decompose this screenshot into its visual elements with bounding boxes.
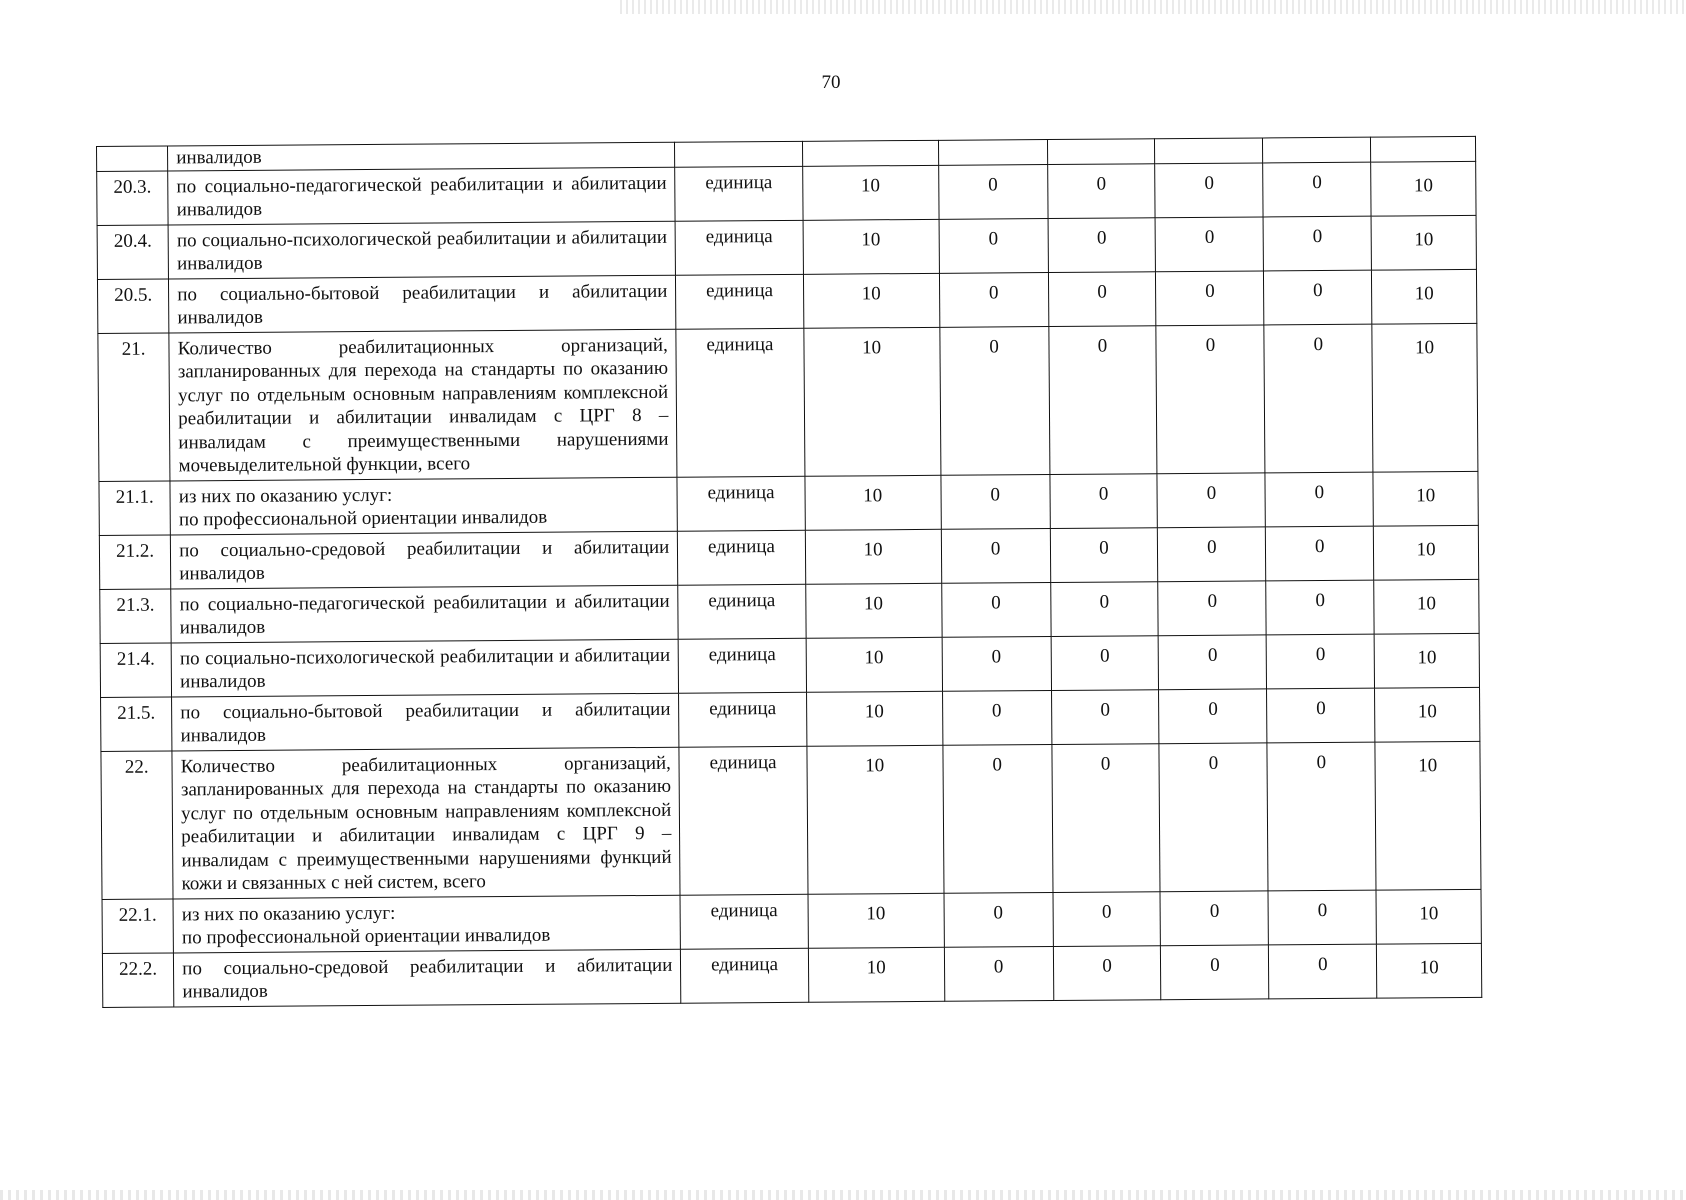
value-cell: 0 (939, 272, 1048, 327)
description-line: инвалидов (176, 146, 262, 169)
value-cell: 10 (808, 947, 944, 1002)
value-cell: 10 (1375, 741, 1481, 890)
table-body (97, 136, 1482, 1007)
description-cell (168, 142, 675, 170)
value-cell: 0 (1047, 163, 1155, 218)
value-cell: 10 (1375, 687, 1480, 742)
value-cell: 0 (1050, 581, 1158, 636)
value-cell: 0 (944, 946, 1053, 1001)
value-cell: 0 (1048, 217, 1156, 272)
row-number-cell: 21. (98, 332, 170, 481)
value-cell: 0 (942, 690, 1051, 745)
row-number-cell (97, 146, 168, 171)
value-cell (1371, 136, 1476, 161)
unit-cell: единица (676, 274, 804, 329)
row-number-cell: 20.4. (97, 224, 169, 279)
table-row (100, 633, 1479, 697)
row-number-cell: 20.3. (97, 170, 169, 225)
description-line: по социально-бытовой реабилитации и абилитации инвалидов (177, 280, 668, 329)
value-cell: 0 (1050, 473, 1158, 528)
value-cell: 10 (1371, 215, 1476, 270)
unit-cell: единица (678, 584, 806, 639)
description-cell (169, 329, 677, 481)
description-line: по профессиональной ориентации инвалидов (181, 924, 551, 949)
value-cell: 0 (1158, 526, 1266, 581)
row-number-cell: 21.5. (101, 696, 173, 751)
description-cell (172, 747, 680, 899)
table-row (99, 471, 1478, 535)
value-cell: 0 (1156, 270, 1264, 325)
table-row (100, 579, 1479, 643)
description-cell (171, 531, 679, 589)
description-line: по социально-педагогической реабилитации и абилитации инвалидов (176, 172, 667, 221)
description-line: по социально-средовой реабилитации и абилитации инвалидов (179, 536, 670, 585)
description-cell (173, 895, 681, 953)
value-cell: 0 (1268, 890, 1376, 945)
row-number-cell: 21.3. (100, 588, 172, 643)
value-cell: 10 (806, 691, 942, 746)
value-cell (802, 140, 938, 165)
value-cell: 10 (807, 745, 944, 894)
value-cell: 0 (1159, 688, 1267, 743)
value-cell: 0 (1265, 472, 1373, 527)
value-cell: 0 (941, 528, 1050, 583)
value-cell: 0 (1263, 162, 1371, 217)
value-cell: 0 (1266, 526, 1374, 581)
description-line: из них по оказанию услуг: (178, 484, 393, 507)
table-row (97, 161, 1476, 225)
table-row (98, 323, 1478, 481)
unit-cell: единица (680, 894, 808, 949)
value-cell: 0 (1048, 271, 1156, 326)
value-cell: 10 (803, 273, 939, 328)
description-cell (169, 275, 677, 333)
description-line: по социально-бытовой реабилитации и абилитации инвалидов (180, 698, 671, 747)
value-cell: 0 (1048, 325, 1157, 474)
value-cell (1047, 139, 1155, 164)
value-cell: 0 (1053, 945, 1161, 1000)
value-cell: 10 (1376, 889, 1481, 944)
value-cell: 10 (1377, 943, 1482, 998)
value-cell: 0 (1051, 743, 1160, 892)
value-cell: 0 (1266, 634, 1374, 689)
value-cell: 0 (1157, 472, 1265, 527)
unit-cell: единица (678, 638, 806, 693)
data-table (96, 136, 1482, 1008)
unit-cell: единица (679, 692, 807, 747)
row-number-cell: 22.1. (102, 898, 174, 953)
value-cell: 0 (1263, 216, 1371, 271)
page-number: 70 (821, 72, 841, 93)
value-cell: 0 (1267, 742, 1376, 891)
row-number-cell: 21.2. (99, 534, 171, 589)
value-cell (1155, 138, 1263, 163)
value-cell: 0 (1053, 891, 1161, 946)
row-number-cell: 21.4. (100, 642, 172, 697)
table-row (102, 943, 1481, 1007)
value-cell: 10 (1374, 525, 1479, 580)
value-cell: 0 (1051, 635, 1159, 690)
value-cell: 10 (808, 893, 944, 948)
value-cell: 0 (942, 636, 1051, 691)
value-cell: 10 (806, 637, 942, 692)
description-cell (168, 167, 676, 225)
row-number-cell: 20.5. (97, 278, 169, 333)
value-cell: 0 (944, 892, 1053, 947)
value-cell: 10 (1372, 323, 1478, 472)
scan-edge-top (620, 0, 1686, 14)
value-cell: 10 (805, 583, 941, 638)
description-line: по профессиональной ориентации инвалидов (178, 506, 548, 531)
description-cell (168, 221, 676, 279)
value-cell: 0 (939, 218, 1048, 273)
value-cell: 10 (1374, 633, 1479, 688)
description-line: по социально-средовой реабилитации и абилитации инвалидов (182, 954, 673, 1003)
value-cell: 0 (1264, 324, 1373, 473)
value-cell: 0 (1160, 890, 1268, 945)
value-cell: 0 (943, 744, 1053, 893)
value-cell: 0 (1051, 689, 1159, 744)
value-cell: 0 (1156, 324, 1265, 473)
unit-cell (675, 141, 802, 166)
value-cell: 0 (1266, 580, 1374, 635)
value-cell: 0 (939, 326, 1049, 475)
value-cell: 0 (1264, 270, 1372, 325)
table-row (97, 215, 1476, 279)
row-number-cell: 21.1. (99, 480, 171, 535)
value-cell: 0 (1050, 527, 1158, 582)
row-number-cell: 22.2. (102, 952, 174, 1007)
description-cell (171, 639, 679, 697)
description-cell (170, 477, 678, 535)
value-cell: 10 (804, 327, 941, 476)
row-number-cell: 22. (101, 750, 173, 899)
description-cell (172, 693, 680, 751)
value-cell: 10 (1372, 269, 1477, 324)
value-cell: 0 (938, 164, 1047, 219)
table-row (101, 741, 1481, 899)
value-cell: 10 (1371, 161, 1476, 216)
value-cell: 0 (1159, 742, 1268, 891)
value-cell: 10 (805, 529, 941, 584)
value-cell: 0 (941, 582, 1050, 637)
value-cell (1263, 137, 1371, 162)
table-row (99, 525, 1478, 589)
unit-cell: единица (679, 746, 807, 895)
value-cell (938, 140, 1047, 165)
unit-cell: единица (677, 476, 805, 531)
description-line: по социально-психологической реабилитации и абилитации инвалидов (179, 644, 671, 693)
description-line: Количество реабилитационных организаций, запланированных для перехода на стандарты по оказанию услуг по отдельным основным направлениям комплексной реабилитации и абилитации инвалидам с ЦРГ 9 – инвалидам с преимущественными нарушениями функций кожи и связанных с ней систем, всего (180, 752, 672, 895)
description-line: Количество реабилитационных организаций, запланированных для перехода на стандарты по оказанию услуг по отдельным основным направлениям комплексной реабилитации и абилитации инвалидам с ЦРГ 8 – инвалидам с преимущественными нарушениями мочевыделительной функции, всего (177, 334, 669, 477)
description-line: из них по оказанию услуг: (181, 902, 396, 925)
value-cell: 0 (1269, 944, 1377, 999)
description-cell (174, 949, 682, 1007)
unit-cell: единица (678, 530, 806, 585)
description-line: по социально-психологической реабилитации и абилитации инвалидов (176, 226, 668, 275)
description-line: по социально-педагогической реабилитации и абилитации инвалидов (179, 590, 670, 639)
description-cell (171, 585, 679, 643)
value-cell: 0 (941, 474, 1050, 529)
value-cell: 10 (805, 475, 941, 530)
value-cell: 10 (802, 165, 938, 220)
table-row (101, 687, 1480, 751)
value-cell: 0 (1158, 580, 1266, 635)
scan-edge-bottom (0, 1190, 1686, 1200)
value-cell: 10 (803, 219, 939, 274)
value-cell: 10 (1374, 579, 1479, 634)
value-cell: 0 (1159, 634, 1267, 689)
value-cell: 10 (1373, 471, 1478, 526)
value-cell: 0 (1156, 216, 1264, 271)
unit-cell: единица (676, 328, 804, 477)
value-cell: 0 (1267, 688, 1375, 743)
unit-cell: единица (681, 948, 809, 1003)
value-cell: 0 (1155, 162, 1263, 217)
unit-cell: единица (675, 220, 803, 275)
table-row (97, 269, 1476, 333)
value-cell: 0 (1161, 944, 1269, 999)
table-row (102, 889, 1481, 953)
unit-cell: единица (675, 166, 803, 221)
